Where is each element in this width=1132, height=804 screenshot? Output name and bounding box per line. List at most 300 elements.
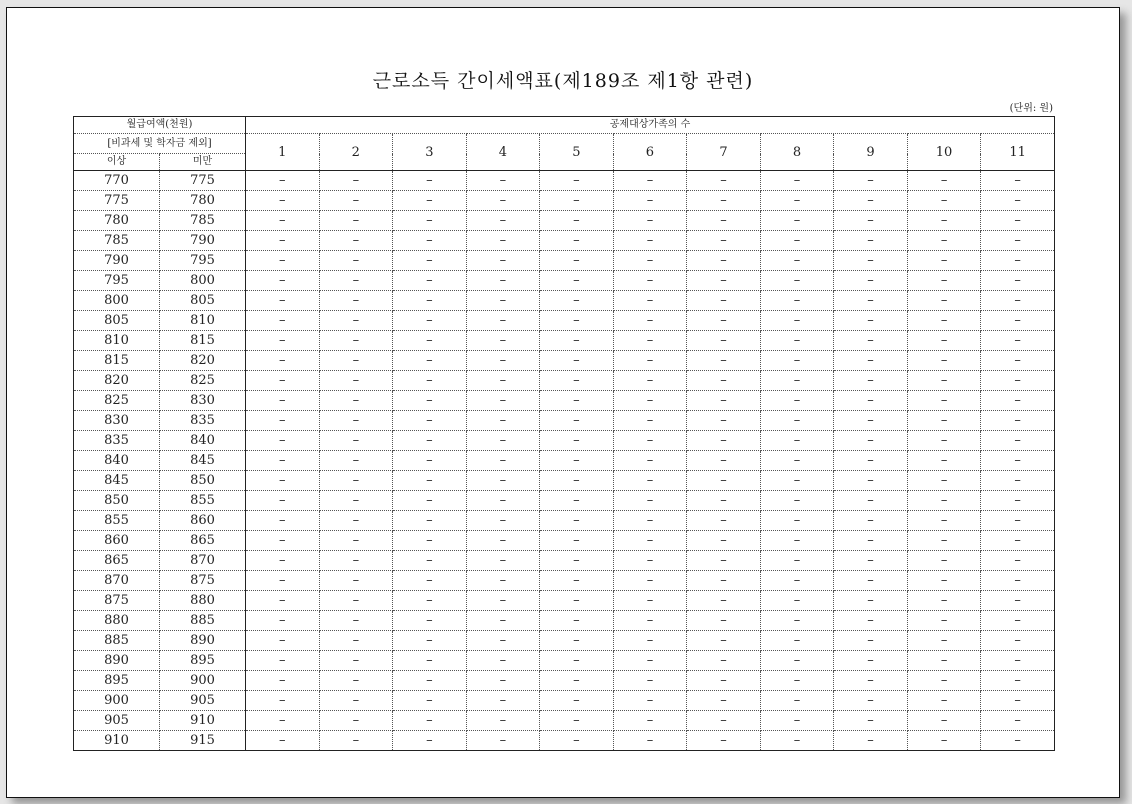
- to-header: 미만: [160, 154, 246, 171]
- tax-amount-cell: –: [687, 371, 761, 391]
- tax-amount-cell: –: [687, 671, 761, 691]
- tax-amount-cell: –: [907, 551, 981, 571]
- tax-amount-cell: –: [540, 651, 614, 671]
- tax-amount-cell: –: [687, 291, 761, 311]
- pay-to-cell: 910: [160, 711, 246, 731]
- tax-amount-cell: –: [466, 431, 540, 451]
- tax-amount-cell: –: [760, 611, 834, 631]
- tax-amount-cell: –: [981, 571, 1055, 591]
- tax-amount-cell: –: [613, 731, 687, 751]
- tax-amount-cell: –: [760, 631, 834, 651]
- tax-amount-cell: –: [834, 311, 908, 331]
- table-row: [74, 631, 1055, 651]
- tax-amount-cell: –: [907, 671, 981, 691]
- tax-amount-cell: –: [466, 651, 540, 671]
- dependents-header: 공제대상가족의 수: [246, 117, 1055, 134]
- pay-to-cell: 805: [160, 291, 246, 311]
- tax-amount-cell: –: [246, 371, 320, 391]
- tax-amount-cell: –: [834, 651, 908, 671]
- tax-amount-cell: –: [834, 331, 908, 351]
- tax-amount-cell: –: [981, 231, 1055, 251]
- pay-from-cell: 800: [74, 291, 160, 311]
- tax-amount-cell: –: [613, 671, 687, 691]
- tax-amount-cell: –: [981, 331, 1055, 351]
- tax-amount-cell: –: [540, 691, 614, 711]
- tax-amount-cell: –: [246, 311, 320, 331]
- tax-amount-cell: –: [834, 211, 908, 231]
- tax-amount-cell: –: [760, 491, 834, 511]
- dependent-count-header: 2: [319, 134, 393, 171]
- tax-amount-cell: –: [687, 251, 761, 271]
- pay-from-cell: 805: [74, 311, 160, 331]
- tax-amount-cell: –: [834, 271, 908, 291]
- pay-from-cell: 895: [74, 671, 160, 691]
- tax-amount-cell: –: [246, 291, 320, 311]
- tax-amount-cell: –: [907, 391, 981, 411]
- tax-amount-cell: –: [319, 191, 393, 211]
- tax-amount-cell: –: [613, 471, 687, 491]
- tax-amount-cell: –: [687, 531, 761, 551]
- tax-amount-cell: –: [613, 551, 687, 571]
- tax-amount-cell: –: [760, 331, 834, 351]
- pay-to-cell: 855: [160, 491, 246, 511]
- tax-amount-cell: –: [466, 191, 540, 211]
- tax-amount-cell: –: [540, 411, 614, 431]
- tax-amount-cell: –: [907, 531, 981, 551]
- tax-amount-cell: –: [907, 571, 981, 591]
- tax-amount-cell: –: [834, 171, 908, 191]
- tax-amount-cell: –: [540, 331, 614, 351]
- tax-amount-cell: –: [834, 511, 908, 531]
- tax-amount-cell: –: [760, 651, 834, 671]
- tax-amount-cell: –: [907, 691, 981, 711]
- tax-amount-cell: –: [687, 591, 761, 611]
- table-row: [74, 331, 1055, 351]
- tax-amount-cell: –: [613, 571, 687, 591]
- tax-amount-cell: –: [393, 571, 467, 591]
- tax-amount-cell: –: [687, 211, 761, 231]
- tax-amount-cell: –: [981, 271, 1055, 291]
- tax-amount-cell: –: [760, 291, 834, 311]
- pay-to-cell: 780: [160, 191, 246, 211]
- tax-amount-cell: –: [393, 511, 467, 531]
- tax-amount-cell: –: [540, 391, 614, 411]
- table-row: [74, 691, 1055, 711]
- tax-amount-cell: –: [393, 411, 467, 431]
- tax-amount-cell: –: [760, 251, 834, 271]
- tax-amount-cell: –: [466, 331, 540, 351]
- table-row: [74, 211, 1055, 231]
- pay-to-cell: 860: [160, 511, 246, 531]
- tax-amount-cell: –: [393, 371, 467, 391]
- pay-from-cell: 860: [74, 531, 160, 551]
- pay-from-cell: 870: [74, 571, 160, 591]
- tax-amount-cell: –: [981, 491, 1055, 511]
- tax-amount-cell: –: [981, 171, 1055, 191]
- tax-amount-cell: –: [319, 611, 393, 631]
- tax-amount-cell: –: [981, 631, 1055, 651]
- table-row: [74, 611, 1055, 631]
- tax-amount-cell: –: [613, 431, 687, 451]
- pay-from-cell: 855: [74, 511, 160, 531]
- dependent-count-header: 4: [466, 134, 540, 171]
- tax-amount-cell: –: [466, 251, 540, 271]
- table-row: [74, 171, 1055, 191]
- tax-amount-cell: –: [319, 391, 393, 411]
- dependent-count-header: 5: [540, 134, 614, 171]
- table-row: [74, 591, 1055, 611]
- tax-amount-cell: –: [613, 191, 687, 211]
- pay-to-cell: 890: [160, 631, 246, 651]
- tax-amount-cell: –: [319, 671, 393, 691]
- tax-amount-cell: –: [319, 691, 393, 711]
- tax-amount-cell: –: [907, 631, 981, 651]
- tax-amount-cell: –: [687, 411, 761, 431]
- tax-amount-cell: –: [540, 451, 614, 471]
- tax-amount-cell: –: [613, 291, 687, 311]
- tax-amount-cell: –: [466, 271, 540, 291]
- tax-amount-cell: –: [319, 171, 393, 191]
- pay-from-cell: 850: [74, 491, 160, 511]
- pay-to-cell: 880: [160, 591, 246, 611]
- tax-amount-cell: –: [981, 191, 1055, 211]
- pay-from-cell: 815: [74, 351, 160, 371]
- tax-amount-cell: –: [246, 511, 320, 531]
- pay-from-cell: 810: [74, 331, 160, 351]
- tax-amount-cell: –: [540, 471, 614, 491]
- tax-amount-cell: –: [393, 591, 467, 611]
- tax-amount-cell: –: [687, 271, 761, 291]
- tax-amount-cell: –: [907, 191, 981, 211]
- tax-amount-cell: –: [319, 531, 393, 551]
- tax-amount-cell: –: [613, 531, 687, 551]
- tax-amount-cell: –: [540, 631, 614, 651]
- tax-amount-cell: –: [981, 611, 1055, 631]
- pay-to-cell: 830: [160, 391, 246, 411]
- table-row: [74, 711, 1055, 731]
- tax-amount-cell: –: [834, 711, 908, 731]
- table-row: [74, 371, 1055, 391]
- tax-amount-cell: –: [834, 431, 908, 451]
- tax-amount-cell: –: [981, 351, 1055, 371]
- tax-amount-cell: –: [613, 651, 687, 671]
- monthly-pay-header: 월급여액(천원): [74, 117, 246, 134]
- pay-from-cell: 780: [74, 211, 160, 231]
- tax-amount-cell: –: [907, 491, 981, 511]
- tax-amount-cell: –: [834, 691, 908, 711]
- tax-amount-cell: –: [393, 231, 467, 251]
- tax-amount-cell: –: [393, 351, 467, 371]
- pay-to-cell: 885: [160, 611, 246, 631]
- tax-amount-cell: –: [687, 451, 761, 471]
- tax-table: [73, 116, 1055, 751]
- tax-amount-cell: –: [246, 491, 320, 511]
- tax-amount-cell: –: [246, 731, 320, 751]
- pay-from-cell: 835: [74, 431, 160, 451]
- tax-amount-cell: –: [466, 311, 540, 331]
- tax-amount-cell: –: [907, 511, 981, 531]
- pay-from-cell: 845: [74, 471, 160, 491]
- table-row: [74, 731, 1055, 751]
- tax-amount-cell: –: [319, 491, 393, 511]
- tax-amount-cell: –: [466, 551, 540, 571]
- tax-amount-cell: –: [687, 331, 761, 351]
- tax-amount-cell: –: [246, 531, 320, 551]
- tax-amount-cell: –: [393, 611, 467, 631]
- tax-amount-cell: –: [687, 511, 761, 531]
- tax-amount-cell: –: [760, 231, 834, 251]
- tax-amount-cell: –: [466, 691, 540, 711]
- tax-amount-cell: –: [613, 171, 687, 191]
- tax-amount-cell: –: [687, 571, 761, 591]
- tax-amount-cell: –: [540, 591, 614, 611]
- tax-amount-cell: –: [246, 191, 320, 211]
- tax-amount-cell: –: [760, 531, 834, 551]
- tax-amount-cell: –: [319, 351, 393, 371]
- tax-amount-cell: –: [540, 231, 614, 251]
- dependent-count-header: 8: [760, 134, 834, 171]
- tax-amount-cell: –: [981, 591, 1055, 611]
- tax-amount-cell: –: [834, 291, 908, 311]
- tax-amount-cell: –: [393, 711, 467, 731]
- dependent-count-header: 6: [613, 134, 687, 171]
- tax-amount-cell: –: [834, 591, 908, 611]
- tax-amount-cell: –: [319, 311, 393, 331]
- table-row: [74, 231, 1055, 251]
- tax-amount-cell: –: [319, 251, 393, 271]
- tax-amount-cell: –: [834, 611, 908, 631]
- tax-amount-cell: –: [246, 651, 320, 671]
- pay-to-cell: 850: [160, 471, 246, 491]
- tax-amount-cell: –: [981, 691, 1055, 711]
- tax-amount-cell: –: [246, 251, 320, 271]
- tax-amount-cell: –: [466, 371, 540, 391]
- tax-amount-cell: –: [319, 511, 393, 531]
- tax-amount-cell: –: [393, 531, 467, 551]
- tax-amount-cell: –: [907, 251, 981, 271]
- document-title: 근로소득 간이세액표(제189조 제1항 관련): [372, 70, 754, 92]
- tax-amount-cell: –: [687, 431, 761, 451]
- table-row: [74, 551, 1055, 571]
- table-row: [74, 191, 1055, 211]
- tax-amount-cell: –: [613, 271, 687, 291]
- tax-amount-cell: –: [466, 671, 540, 691]
- pay-from-cell: 830: [74, 411, 160, 431]
- tax-amount-cell: –: [613, 691, 687, 711]
- pay-to-cell: 795: [160, 251, 246, 271]
- tax-amount-cell: –: [466, 531, 540, 551]
- tax-amount-cell: –: [760, 411, 834, 431]
- pay-to-cell: 865: [160, 531, 246, 551]
- tax-amount-cell: –: [613, 331, 687, 351]
- pay-from-cell: 890: [74, 651, 160, 671]
- tax-amount-cell: –: [613, 591, 687, 611]
- pay-from-cell: 900: [74, 691, 160, 711]
- tax-amount-cell: –: [981, 391, 1055, 411]
- tax-amount-cell: –: [981, 251, 1055, 271]
- pay-from-cell: 820: [74, 371, 160, 391]
- tax-amount-cell: –: [613, 211, 687, 231]
- tax-amount-cell: –: [540, 351, 614, 371]
- tax-amount-cell: –: [246, 431, 320, 451]
- tax-amount-cell: –: [246, 671, 320, 691]
- tax-amount-cell: –: [319, 411, 393, 431]
- tax-amount-cell: –: [981, 451, 1055, 471]
- tax-amount-cell: –: [760, 691, 834, 711]
- tax-amount-cell: –: [834, 451, 908, 471]
- tax-amount-cell: –: [907, 331, 981, 351]
- tax-amount-cell: –: [907, 411, 981, 431]
- tax-amount-cell: –: [466, 451, 540, 471]
- tax-amount-cell: –: [907, 451, 981, 471]
- tax-amount-cell: –: [319, 591, 393, 611]
- dependent-count-header: 3: [393, 134, 467, 171]
- tax-amount-cell: –: [319, 211, 393, 231]
- table-row: [74, 251, 1055, 271]
- pay-from-cell: 910: [74, 731, 160, 751]
- tax-amount-cell: –: [540, 551, 614, 571]
- tax-amount-cell: –: [393, 331, 467, 351]
- tax-amount-cell: –: [907, 431, 981, 451]
- tax-amount-cell: –: [393, 171, 467, 191]
- tax-amount-cell: –: [246, 611, 320, 631]
- tax-amount-cell: –: [613, 711, 687, 731]
- table-row: [74, 431, 1055, 451]
- tax-amount-cell: –: [246, 211, 320, 231]
- tax-amount-cell: –: [760, 371, 834, 391]
- from-header: 이상: [74, 154, 160, 171]
- tax-amount-cell: –: [760, 351, 834, 371]
- tax-table-header: [74, 117, 1055, 171]
- tax-amount-cell: –: [687, 691, 761, 711]
- dependent-count-row: [74, 134, 1055, 154]
- tax-amount-cell: –: [907, 271, 981, 291]
- table-row: [74, 391, 1055, 411]
- tax-amount-cell: –: [466, 211, 540, 231]
- tax-amount-cell: –: [981, 211, 1055, 231]
- tax-amount-cell: –: [246, 331, 320, 351]
- pay-from-cell: 840: [74, 451, 160, 471]
- tax-amount-cell: –: [246, 471, 320, 491]
- tax-amount-cell: –: [540, 251, 614, 271]
- tax-amount-cell: –: [393, 471, 467, 491]
- pay-from-cell: 770: [74, 171, 160, 191]
- tax-amount-cell: –: [319, 331, 393, 351]
- tax-amount-cell: –: [319, 651, 393, 671]
- tax-amount-cell: –: [466, 391, 540, 411]
- tax-amount-cell: –: [246, 591, 320, 611]
- tax-amount-cell: –: [834, 551, 908, 571]
- tax-amount-cell: –: [834, 471, 908, 491]
- tax-amount-cell: –: [760, 271, 834, 291]
- tax-amount-cell: –: [319, 451, 393, 471]
- tax-amount-cell: –: [760, 451, 834, 471]
- tax-amount-cell: –: [687, 651, 761, 671]
- tax-table-body: [74, 171, 1055, 751]
- table-row: [74, 651, 1055, 671]
- tax-amount-cell: –: [319, 471, 393, 491]
- unit-note: (단위: 원): [1009, 103, 1053, 114]
- tax-amount-cell: –: [834, 491, 908, 511]
- table-row: [74, 311, 1055, 331]
- tax-amount-cell: –: [687, 171, 761, 191]
- tax-amount-cell: –: [687, 391, 761, 411]
- tax-amount-cell: –: [907, 651, 981, 671]
- tax-amount-cell: –: [760, 211, 834, 231]
- tax-amount-cell: –: [246, 391, 320, 411]
- tax-amount-cell: –: [760, 571, 834, 591]
- tax-amount-cell: –: [981, 531, 1055, 551]
- tax-amount-cell: –: [613, 511, 687, 531]
- tax-amount-cell: –: [834, 251, 908, 271]
- pay-from-cell: 885: [74, 631, 160, 651]
- pay-to-cell: 790: [160, 231, 246, 251]
- tax-amount-cell: –: [466, 491, 540, 511]
- table-row: [74, 511, 1055, 531]
- tax-amount-cell: –: [393, 671, 467, 691]
- tax-amount-cell: –: [907, 171, 981, 191]
- tax-amount-cell: –: [981, 651, 1055, 671]
- tax-amount-cell: –: [393, 731, 467, 751]
- tax-amount-cell: –: [319, 731, 393, 751]
- tax-amount-cell: –: [907, 611, 981, 631]
- tax-amount-cell: –: [613, 631, 687, 651]
- tax-amount-cell: –: [393, 451, 467, 471]
- tax-amount-cell: –: [466, 731, 540, 751]
- pay-to-cell: 870: [160, 551, 246, 571]
- tax-amount-cell: –: [540, 571, 614, 591]
- tax-amount-cell: –: [981, 711, 1055, 731]
- tax-amount-cell: –: [834, 191, 908, 211]
- dependent-count-header: 1: [246, 134, 320, 171]
- tax-amount-cell: –: [393, 651, 467, 671]
- pay-to-cell: 875: [160, 571, 246, 591]
- tax-amount-cell: –: [907, 351, 981, 371]
- pay-to-cell: 845: [160, 451, 246, 471]
- dependent-count-header: 11: [981, 134, 1055, 171]
- tax-amount-cell: –: [246, 571, 320, 591]
- tax-amount-cell: –: [246, 711, 320, 731]
- tax-amount-cell: –: [246, 691, 320, 711]
- tax-amount-cell: –: [834, 571, 908, 591]
- dependent-count-header: 9: [834, 134, 908, 171]
- tax-amount-cell: –: [466, 591, 540, 611]
- tax-amount-cell: –: [907, 471, 981, 491]
- tax-amount-cell: –: [981, 511, 1055, 531]
- document-page: [6, 7, 1120, 798]
- tax-amount-cell: –: [834, 631, 908, 651]
- pay-to-cell: 895: [160, 651, 246, 671]
- tax-amount-cell: –: [687, 311, 761, 331]
- tax-amount-cell: –: [613, 491, 687, 511]
- table-row: [74, 411, 1055, 431]
- table-row: [74, 671, 1055, 691]
- tax-amount-cell: –: [907, 731, 981, 751]
- tax-amount-cell: –: [540, 611, 614, 631]
- tax-amount-cell: –: [393, 191, 467, 211]
- tax-amount-cell: –: [760, 171, 834, 191]
- tax-amount-cell: –: [687, 471, 761, 491]
- tax-amount-cell: –: [981, 411, 1055, 431]
- tax-amount-cell: –: [613, 351, 687, 371]
- tax-amount-cell: –: [319, 711, 393, 731]
- tax-amount-cell: –: [613, 451, 687, 471]
- tax-amount-cell: –: [907, 591, 981, 611]
- tax-amount-cell: –: [687, 351, 761, 371]
- table-row: [74, 531, 1055, 551]
- tax-amount-cell: –: [907, 231, 981, 251]
- pay-to-cell: 835: [160, 411, 246, 431]
